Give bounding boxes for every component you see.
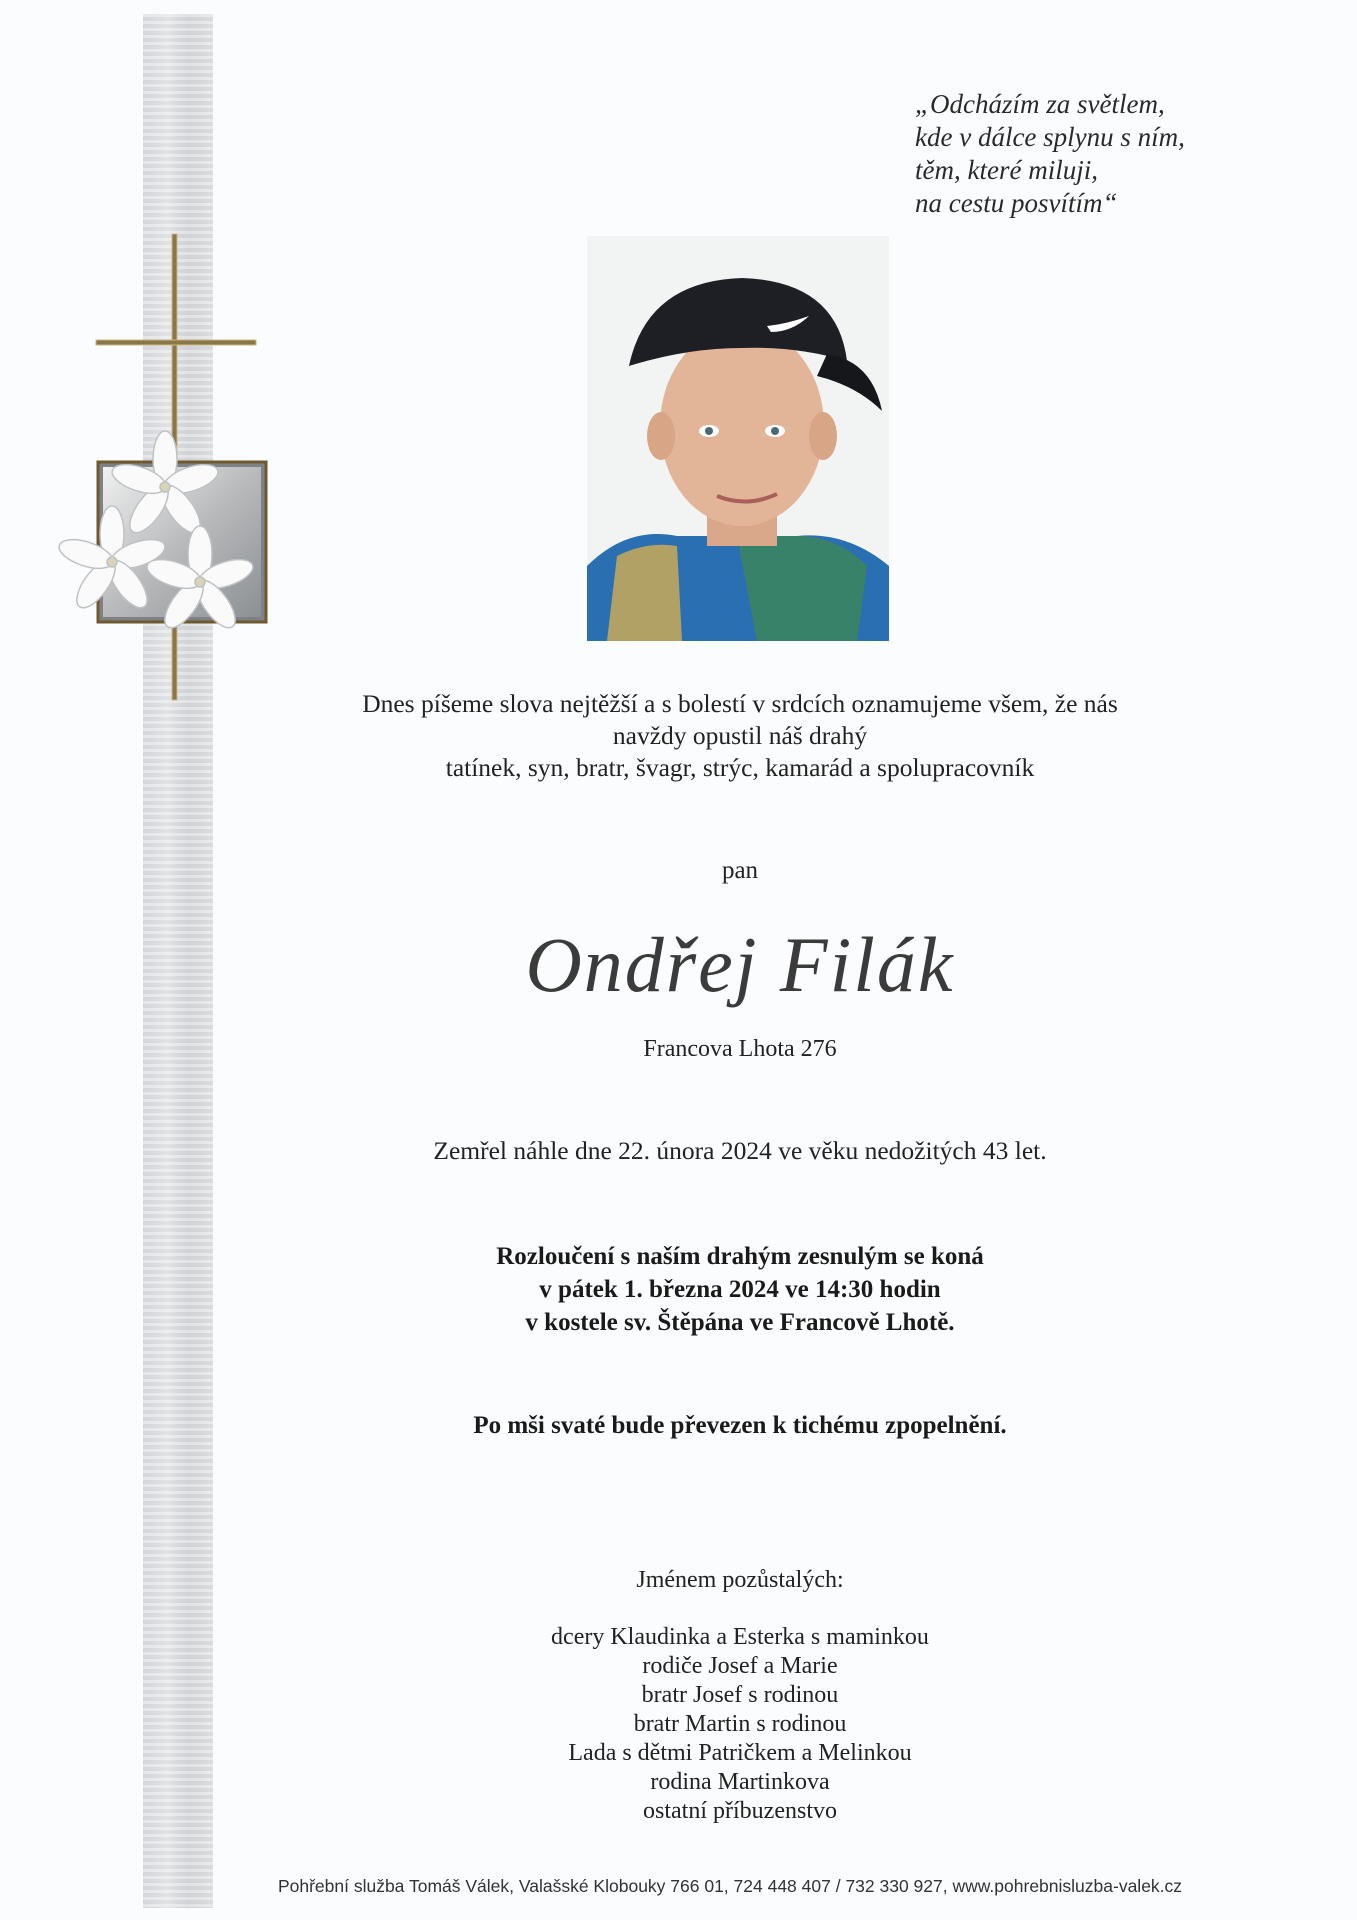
- mourner-line: bratr Josef s rodinou: [641, 1682, 839, 1708]
- funeral-service-footer: Pohřební služba Tomáš Válek, Valašské Klobouky 766 01, 724 448 407 / 732 330 927, www.pohrebnisluzba-valek.cz: [277, 1876, 1183, 1896]
- deceased-name: Ondřej Filák: [525, 921, 955, 1008]
- farewell-line: v kostele sv. Štěpána ve Francově Lhotě.: [525, 1309, 955, 1336]
- intro-line: Dnes píšeme slova nejtěžší a s bolestí v srdcích oznamujeme všem, že nás: [362, 689, 1118, 718]
- cremation-notice: Po mši svaté bude převezen k tichému zpopelnění.: [473, 1412, 1007, 1439]
- mourner-line: ostatní příbuzenstvo: [643, 1798, 837, 1824]
- mourner-line: Lada s dětmi Patričkem a Melinkou: [568, 1740, 912, 1766]
- mourner-line: rodiče Josef a Marie: [642, 1653, 838, 1679]
- farewell-details: [250, 1240, 1230, 1339]
- mourner-line: bratr Martin s rodinou: [633, 1711, 847, 1737]
- mourner-line: dcery Klaudinka a Esterka s maminkou: [551, 1624, 929, 1650]
- quote-line: kde v dálce splynu s ním,: [915, 122, 1185, 152]
- cross-with-lilies-decoration: [50, 232, 290, 702]
- quote-line: těm, které miluji,: [915, 155, 1098, 185]
- farewell-line: Rozloučení s naším drahým zesnulým se koná: [496, 1243, 984, 1270]
- mourners-heading: Jménem pozůstalých:: [636, 1567, 844, 1593]
- mourner-line: rodina Martinkova: [650, 1769, 830, 1795]
- deceased-address: Francova Lhota 276: [643, 1036, 837, 1062]
- portrait-photo: [587, 236, 889, 641]
- honorific: pan: [721, 857, 759, 884]
- memorial-quote: [915, 88, 1255, 220]
- death-notice: Zemřel náhle dne 22. února 2024 ve věku nedožitých 43 let.: [433, 1136, 1047, 1165]
- intro-line: navždy opustil náš drahý: [612, 721, 868, 750]
- quote-line: na cestu posvítím“: [915, 188, 1118, 218]
- quote-line: „Odcházím za světlem,: [915, 89, 1165, 119]
- intro-line: tatínek, syn, bratr, švagr, strýc, kamarád a spolupracovník: [445, 753, 1035, 782]
- mourners-list: [250, 1623, 1230, 1826]
- intro-text: [250, 688, 1230, 784]
- portrait-photo-icon: [587, 236, 889, 641]
- farewell-line: v pátek 1. března 2024 ve 14:30 hodin: [539, 1276, 941, 1303]
